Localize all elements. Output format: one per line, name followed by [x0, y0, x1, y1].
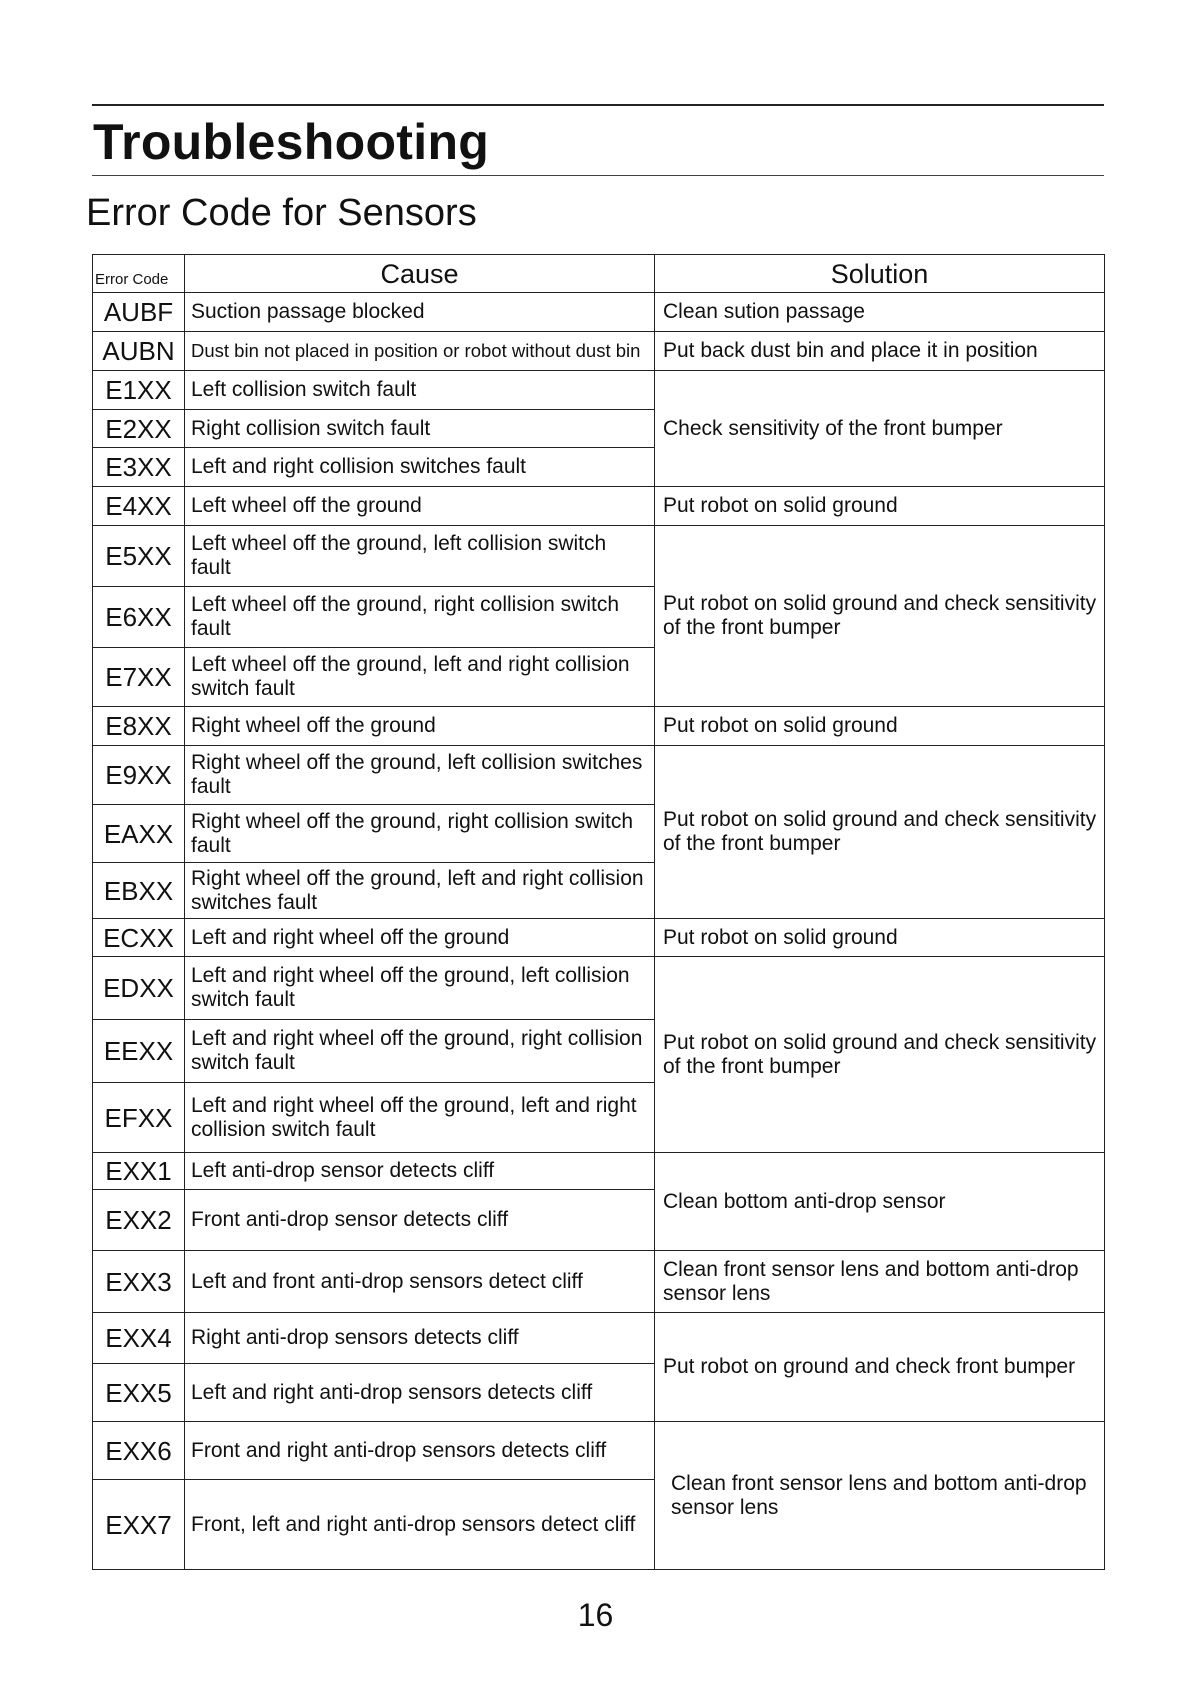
error-code: EXX5 — [93, 1364, 185, 1422]
cause-cell: Left and right wheel off the ground — [185, 919, 655, 957]
cause-cell: Right collision switch fault — [185, 410, 655, 448]
cause-cell: Left wheel off the ground, right collision switch fault — [185, 587, 655, 648]
solution-cell: Clean front sensor lens and bottom anti-drop sensor lens — [655, 1251, 1105, 1313]
title-rule — [92, 175, 1104, 176]
solution-cell: Put robot on solid ground — [655, 919, 1105, 957]
table-row — [93, 1153, 1105, 1190]
error-code: AUBF — [93, 293, 185, 332]
table-row — [93, 746, 1105, 805]
error-code: EXX1 — [93, 1153, 185, 1190]
error-code: EXX4 — [93, 1313, 185, 1364]
solution-cell: Clean bottom anti-drop sensor — [655, 1153, 1105, 1251]
solution-cell: Check sensitivity of the front bumper — [655, 371, 1105, 487]
cause-cell: Left wheel off the ground, left collision switch fault — [185, 526, 655, 587]
header-error-code: Error Code — [93, 255, 185, 293]
table-row — [93, 919, 1105, 957]
solution-cell: Clean sution passage — [655, 293, 1105, 332]
top-rule — [92, 104, 1104, 106]
error-code: EBXX — [93, 863, 185, 919]
error-code: E3XX — [93, 448, 185, 487]
cause-cell: Dust bin not placed in position or robot without dust bin — [185, 332, 655, 371]
cause-cell: Left wheel off the ground — [185, 487, 655, 526]
table-row — [93, 957, 1105, 1020]
solution-cell: Put robot on ground and check front bumper — [655, 1313, 1105, 1422]
cause-cell: Right wheel off the ground, right collision switch fault — [185, 805, 655, 863]
table-row — [93, 487, 1105, 526]
cause-cell: Left and front anti-drop sensors detect cliff — [185, 1251, 655, 1313]
error-code: E2XX — [93, 410, 185, 448]
error-code: AUBN — [93, 332, 185, 371]
error-code: EXX7 — [93, 1480, 185, 1570]
error-code: ECXX — [93, 919, 185, 957]
error-code: EXX6 — [93, 1422, 185, 1480]
cause-cell: Left wheel off the ground, left and right collision switch fault — [185, 648, 655, 707]
solution-cell: Put robot on solid ground and check sensitivity of the front bumper — [655, 526, 1105, 707]
table-header-row — [93, 255, 1105, 293]
cause-cell: Right wheel off the ground, left collision switches fault — [185, 746, 655, 805]
page-title: Troubleshooting — [93, 114, 490, 170]
error-code: EXX2 — [93, 1190, 185, 1251]
table-row — [93, 1251, 1105, 1313]
error-code: E6XX — [93, 587, 185, 648]
error-code: E8XX — [93, 707, 185, 746]
error-code: EEXX — [93, 1020, 185, 1083]
cause-cell: Front anti-drop sensor detects cliff — [185, 1190, 655, 1251]
error-code: E9XX — [93, 746, 185, 805]
error-code: E1XX — [93, 371, 185, 410]
cause-cell: Left and right wheel off the ground, left collision switch fault — [185, 957, 655, 1020]
table-row — [93, 293, 1105, 332]
header-solution: Solution — [655, 255, 1105, 293]
error-code-table — [92, 254, 1105, 1570]
solution-cell: Clean front sensor lens and bottom anti-drop sensor lens — [655, 1422, 1105, 1570]
cause-cell: Left and right wheel off the ground, right collision switch fault — [185, 1020, 655, 1083]
cause-cell: Left anti-drop sensor detects cliff — [185, 1153, 655, 1190]
cause-cell: Right wheel off the ground — [185, 707, 655, 746]
error-code: E7XX — [93, 648, 185, 707]
table-row — [93, 371, 1105, 410]
solution-cell: Put robot on solid ground — [655, 487, 1105, 526]
page-number: 16 — [577, 1597, 614, 1633]
table-row — [93, 707, 1105, 746]
cause-cell: Right anti-drop sensors detects cliff — [185, 1313, 655, 1364]
cause-cell: Front and right anti-drop sensors detects cliff — [185, 1422, 655, 1480]
table-row — [93, 1422, 1105, 1480]
error-code: EXX3 — [93, 1251, 185, 1313]
solution-cell: Put back dust bin and place it in position — [655, 332, 1105, 371]
solution-cell: Put robot on solid ground and check sensitivity of the front bumper — [655, 957, 1105, 1153]
table-row — [93, 332, 1105, 371]
cause-cell: Front, left and right anti-drop sensors detect cliff — [185, 1480, 655, 1570]
cause-cell: Right wheel off the ground, left and right collision switches fault — [185, 863, 655, 919]
cause-cell: Left and right anti-drop sensors detects cliff — [185, 1364, 655, 1422]
cause-cell: Suction passage blocked — [185, 293, 655, 332]
section-subtitle: Error Code for Sensors — [86, 192, 477, 234]
solution-cell: Put robot on solid ground — [655, 707, 1105, 746]
cause-cell: Left and right collision switches fault — [185, 448, 655, 487]
cause-cell: Left collision switch fault — [185, 371, 655, 410]
error-code: E5XX — [93, 526, 185, 587]
error-code: EDXX — [93, 957, 185, 1020]
error-code: EAXX — [93, 805, 185, 863]
table-row — [93, 1313, 1105, 1364]
solution-cell: Put robot on solid ground and check sensitivity of the front bumper — [655, 746, 1105, 919]
cause-cell: Left and right wheel off the ground, left and right collision switch fault — [185, 1083, 655, 1153]
error-code: EFXX — [93, 1083, 185, 1153]
header-cause: Cause — [185, 255, 655, 293]
table-row — [93, 526, 1105, 587]
error-code: E4XX — [93, 487, 185, 526]
